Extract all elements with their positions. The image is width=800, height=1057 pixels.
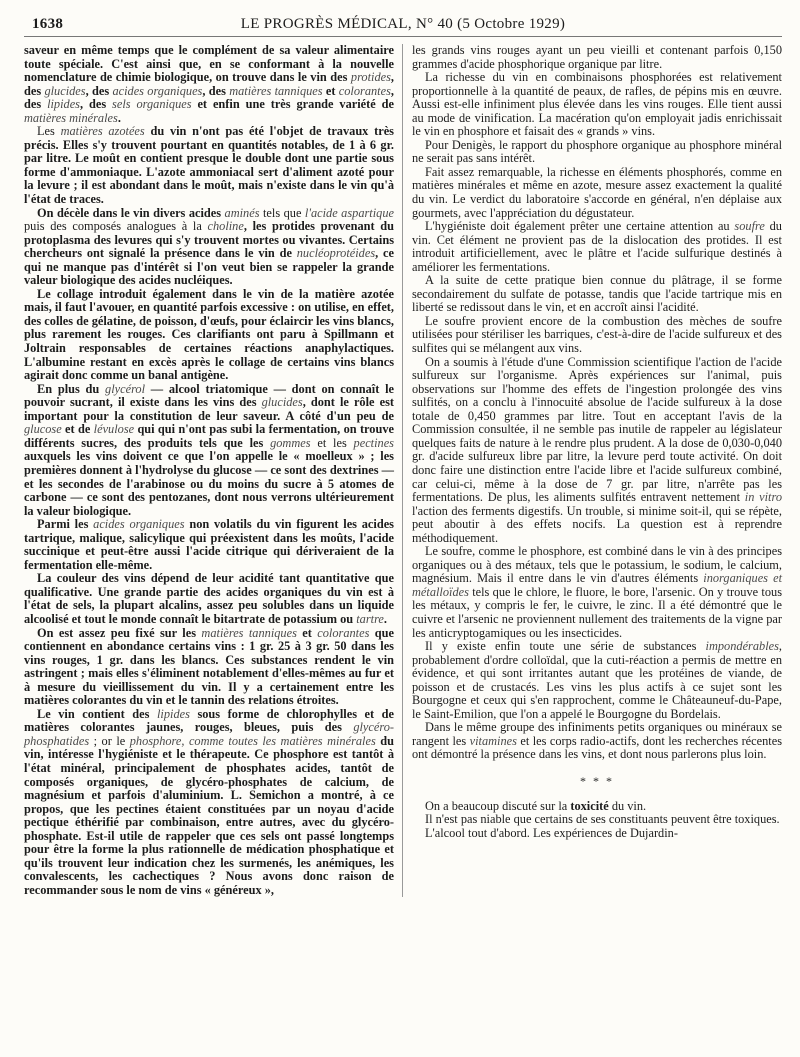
- text-run: , des: [24, 83, 394, 112]
- text-run: qui qui n'ont pas subi la fermentation, on trouve différents sucres, des produits tels que les: [24, 422, 394, 450]
- text-run: ; or le: [89, 733, 130, 748]
- text-run: glucides: [261, 395, 303, 410]
- text-run: acides organiques: [112, 83, 203, 98]
- paragraph: [24, 383, 394, 518]
- text-run: que contiennent en abondance certains vins : 1 gr. 25 à 3 gr. 50 dans les vins rouges, 1 gr. dans les blancs. Ces substances rendent le vin astringent ; mais elles s'éliminent notablement d'elles-mêmes au fur et à mesure du vieillissement du vin. Il y a certainement entre les matières colorantes du vin et le tannin des relations étroites.: [24, 625, 394, 708]
- text-run: Le vin contient des: [37, 706, 157, 721]
- text-run: lévulose: [93, 422, 135, 437]
- paragraph: [412, 640, 782, 721]
- text-run: glucose: [24, 422, 62, 437]
- text-run: aminés: [224, 205, 260, 220]
- text-run: sels organiques: [112, 97, 192, 112]
- paragraph: [412, 44, 782, 71]
- text-run: colorantes: [338, 83, 391, 98]
- text-run: in vitro: [744, 490, 783, 505]
- text-run: et: [322, 83, 339, 98]
- paragraph: [412, 721, 782, 762]
- text-run: On décèle dans le vin divers acides: [37, 205, 225, 220]
- paragraph: [24, 288, 394, 383]
- text-run: L'alcool tout d'abord. Les expériences de Dujardin-: [425, 825, 678, 840]
- text-run: glycérol: [105, 381, 146, 396]
- text-run: A la suite de cette pratique bien connue du plâtrage, il se forme secondairement du sulfate de potasse, tandis que l'acide tartrique mis en liberté se redissout dans le vin, et en accroît ainsi l'acidité.: [412, 273, 782, 315]
- text-run: La richesse du vin en combinaisons phosphorées est relativement proportionnelle à la quantité de peaux, de rafles, de pépins mis en œuvre. Aussi est-elle infiniment plus élevée dans les vins rouges. Elle tient aussi au mode de vinification. La macération qu'on employait jadis enrichissait le vin en phosphore et faisait des « grands » vins.: [412, 70, 782, 139]
- text-run: nucléoprotéides: [296, 246, 376, 261]
- text-run: vitamines: [469, 733, 517, 748]
- text-run: Pour Denigès, le rapport du phosphore organique au phosphore minéral ne serait pas sans intérêt.: [412, 137, 782, 166]
- text-run: lipides: [157, 706, 190, 721]
- text-run: du vin, intéresse l'hygiéniste et le thérapeute. Ce phosphore est tantôt à l'état minéral, principalement de phosphates acides, tantôt de composés organiques, de glycéro-phosphates de calcium, de magnésium et parfois d'aluminium. L. Semichon a montré, à ce propos, que les pectines étaient constituées par un noyau d'acide pectique éthérifié par combinaison, entre autres, avec du glycéro-phosphate. Est-il utile de rappeler que ces sels ont passé longtemps pour être la forme la plus rationnelle de médication phosphatique et qu'ils trouvent leur indication chez les surmenés, les anémiques, les convalescents, les cachectiques ? Nous avons donc raison de recommander sous le nom de vins « généreux »,: [24, 733, 394, 897]
- text-run: Parmi les: [37, 517, 94, 532]
- text-run: et les: [310, 435, 354, 450]
- text-run: auxquels les vins doivent ce que l'on appelle le « moelleux » ; les premières donnent à l'hydrolyse du glucose — ce sont des dextrines — et les secondes de l'arabinose ou du moins du sucre à 5 atomes de carbone — ce sont des pentozanes, dont nous verrons ultérieurement la valeur biologique.: [24, 449, 394, 518]
- text-run: colorantes: [317, 625, 370, 640]
- text-run: L'hygiéniste doit également prêter une certaine attention au: [425, 219, 735, 234]
- text-run: lipides: [47, 97, 80, 112]
- text-run: On est assez peu fixé sur les: [37, 625, 202, 640]
- text-run: , dont le rôle est important pour la constitution de leur saveur. A côté d'un peu de: [24, 395, 394, 423]
- paragraph: [412, 800, 782, 814]
- paragraph: [412, 220, 782, 274]
- text-run: On a beaucoup discuté sur la: [425, 798, 571, 813]
- left-column: [24, 44, 394, 897]
- text-run: Le soufre provient encore de la combustion des mèches de soufre utilisées pour stériliser les barriques, c'est-à-dire de l'acide sulfureux et des sulfites qui se mélangent aux vins.: [412, 313, 782, 356]
- text-run: , ce qui ne manque pas d'intérêt si l'on veut bien se rappeler la grande valeur biologique des acides nucléiques.: [24, 246, 394, 288]
- paragraph: [412, 139, 782, 166]
- text-run: les grands vins rouges ayant un peu vieilli et contenant parfois 0,150 grammes d'acide phosphorique organique par litre.: [412, 43, 782, 71]
- paragraph: [412, 356, 782, 546]
- text-run: Il y existe enfin toute une série de substances: [425, 639, 706, 654]
- text-run: gommes: [270, 435, 311, 450]
- text-run: protides: [350, 70, 391, 85]
- text-run: En plus du: [37, 381, 106, 396]
- text-run: La couleur des vins dépend de leur acidité tant quantitative que qualificative. Une grande partie des acides organiques du vin est à l'état de sels, la plupart alcalins, assez peu solubles dans un liquide alcoolisé et tout le monde connaît le bitartrate de potassium ou: [24, 571, 394, 626]
- article-body: [24, 44, 782, 897]
- text-run: , des: [79, 97, 113, 112]
- text-run: .: [117, 110, 121, 125]
- text-run: et: [296, 625, 318, 640]
- text-run: et de: [61, 422, 94, 437]
- text-run: glucides: [44, 83, 86, 98]
- text-run: du vin n'ont pas été l'objet de travaux très précis. Elles s'y trouvent pourtant en quantités notables, de 1 à 6 gr. par litre. Le moût en contient presque le double dont une partie sous forme d'ammoniaque. L'azote ammoniacal sert d'aliment azoté pour la levure ; il est abondant dans le moût, mais n'existe dans le vin qu'à l'état de traces.: [24, 124, 394, 207]
- page-number: 1638: [32, 16, 64, 32]
- text-run: matières tanniques: [229, 83, 323, 98]
- text-run: , des: [24, 70, 394, 98]
- text-run: et les corps radio-actifs, dont les recherches récentes ont démontré la présence dans les vins, et dont nous parlerons plus loin.: [412, 733, 782, 762]
- text-run: phosphore, comme toutes les matières minérales: [129, 733, 376, 748]
- text-run: l'acide aspartique: [304, 205, 394, 220]
- text-run: choline: [207, 219, 244, 234]
- right-column: [402, 44, 782, 897]
- paragraph: [24, 518, 394, 572]
- text-run: l'action des ferments digestifs. Un trouble, si minime soit-il, qui se répète, peut aboutir à des effets nocifs. La question est à reprendre méthodiquement.: [412, 503, 782, 545]
- paragraph: [24, 572, 394, 626]
- paragraph: [412, 71, 782, 139]
- text-run: sous forme de chlorophylles et de matières colorantes jaunes, rouges, bleues, puis des: [24, 706, 395, 735]
- text-run: tels que le chlore, le fluore, le bore, l'arsenic. On y trouve tous les métaux, y compris le fer, le cuivre, le zinc. Il a été démontré que le cuivre et l'arsenic ne proviennent nullement des traitements de la vigne par les anticryptogamiques ou les insecticides.: [412, 584, 782, 640]
- text-run: soufre: [734, 219, 765, 234]
- paragraph: [412, 813, 782, 827]
- paragraph: [412, 827, 782, 841]
- text-run: Les: [37, 124, 61, 139]
- text-run: .: [383, 611, 387, 626]
- text-run: Il n'est pas niable que certains de ses constituants peuvent être toxiques.: [425, 812, 780, 827]
- text-run: matières tanniques: [201, 625, 297, 640]
- text-run: Le collage introduit également dans le vin de la matière azotée mais, il faut l'avouer, en quantité parfois excessive : on utilise, en effet, des colles de gélatine, de poisson, d'œufs, pour éclaircir les vins blancs, plus rarement les rouges. Ces clarifiants ont paru à Spillmann et Joltrain responsables de certaines réactions anaphylactiques. L'albumine restant en excès après le collage de certains vins blancs agirait donc comme un banal antigène.: [24, 286, 394, 383]
- text-run: impondérables: [705, 639, 779, 654]
- page-header: [24, 14, 782, 37]
- text-run: Dans le même groupe des infiniments petits organiques ou minéraux se rangent les: [412, 720, 782, 748]
- text-run: matières minérales: [24, 110, 118, 125]
- text-run: tels que: [259, 205, 305, 220]
- paragraph: [412, 166, 782, 220]
- running-title: LE PROGRÈS MÉDICAL, N° 40 (5 Octobre 1929): [240, 16, 566, 32]
- text-run: Fait assez remarquable, la richesse en éléments phosphorés, comme en matières minérales et même en azote, mesure assez exactement la qualité du vin. Le verdict du laboratoire s'accorde en général, n'en déplaise aux gourmets, avec l'appréciation du dégustateur.: [412, 164, 782, 220]
- text-run: glycéro-phosphatides: [24, 720, 394, 748]
- paragraph: [24, 708, 394, 898]
- text-run: matières azotées: [60, 124, 145, 139]
- paragraph: [412, 545, 782, 640]
- text-run: pectines: [353, 435, 394, 450]
- text-run: saveur en même temps que le complément de sa valeur alimentaire toute spéciale. C'est ainsi que, en se conformant à la nouvelle nomenclature de chimie biologique, on trouve dans le vin des: [24, 43, 394, 85]
- text-run: du vin. Cet élément ne provient pas de la dislocation des protides. Il est introduit artificiellement, avec le plâtre et l'acide sulfurique destinés à améliorer les fermentations.: [412, 219, 782, 274]
- text-run: toxicité: [570, 798, 609, 813]
- section-separator: * * *: [580, 773, 614, 788]
- text-run: Le soufre, comme le phosphore, est combiné dans le vin à des principes organiques ou à des métaux, tels que le potassium, le sodium, le calcium, magnésium. Mais il entre dans le vin d'autres éléments: [412, 544, 782, 586]
- text-run: et enfin une très grande variété de: [191, 97, 394, 112]
- text-run: inorganiques et métalloïdes: [412, 571, 782, 599]
- paragraph: [24, 627, 394, 708]
- paragraph: [24, 207, 394, 288]
- paragraph: [24, 125, 394, 206]
- text-run: du vin.: [608, 798, 647, 813]
- text-run: , probablement d'ordre colloïdal, que la cuti-réaction a permis de mettre en évidence, et qui sont irritantes autant que les protéines de viande, de poisson et de crustacés. Les vins les plus actifs à ce sujet sont les Bourgogne et ceux qui s'en rapprochent, comme le Châteauneuf-du-Pape, le Saint-Emilion, que l'on a appelé le Bourgogne du Bordelais.: [412, 639, 782, 721]
- text-run: , les protides provenant du protoplasma des levures qui s'y trouvent mortes ou vivantes. Certains chercheurs ont signalé la présence dans le vin de: [24, 219, 394, 261]
- paragraph: [24, 44, 394, 125]
- text-run: , des: [202, 83, 230, 98]
- text-run: acides organiques: [93, 517, 185, 532]
- text-run: — alcool triatomique — dont on connaît le pouvoir sucrant, il existe dans les vins des: [24, 381, 394, 410]
- paragraph: [412, 274, 782, 315]
- paragraph: [412, 315, 782, 356]
- text-run: puis des composés analogues à la: [24, 219, 208, 234]
- text-run: non volatils du vin figurent les acides tartrique, malique, salicylique qui préexistent dans les moûts, l'acide succinique et peut-être aussi l'acide citrique qui dériveraient de la fermentation elle-même.: [24, 517, 394, 572]
- text-run: , des: [85, 83, 113, 98]
- text-run: On a soumis à l'étude d'une Commission scientifique l'action de l'acide sulfureux sur l'organisme. Après expériences sur l'animal, puis observations sur l'homme des effets de l'ingestion prolongée des vins sulfités, on a conclu à l'innocuité absolue de l'acide sulfureux à la dose totale de 0,450 grammes par litre. Tout en acceptant l'avis de la Commission consultée, il ne semble pas inutile de rappeler au législateur quelques faits de nature à le rendre plus prudent. A la dose de 0,030-0,040 gr. d'acide sulfureux libre par litre, la levure perd toute activité. On doit donc faire une distinction entre l'acide libre et l'acide sulfureux combiné, car celui-ci, même à la dose de 7 gr. par litre, n'arrête pas les fermentations. De plus, les aliments sulfités entravent nettement: [412, 354, 782, 505]
- text-run: tartre: [356, 611, 384, 626]
